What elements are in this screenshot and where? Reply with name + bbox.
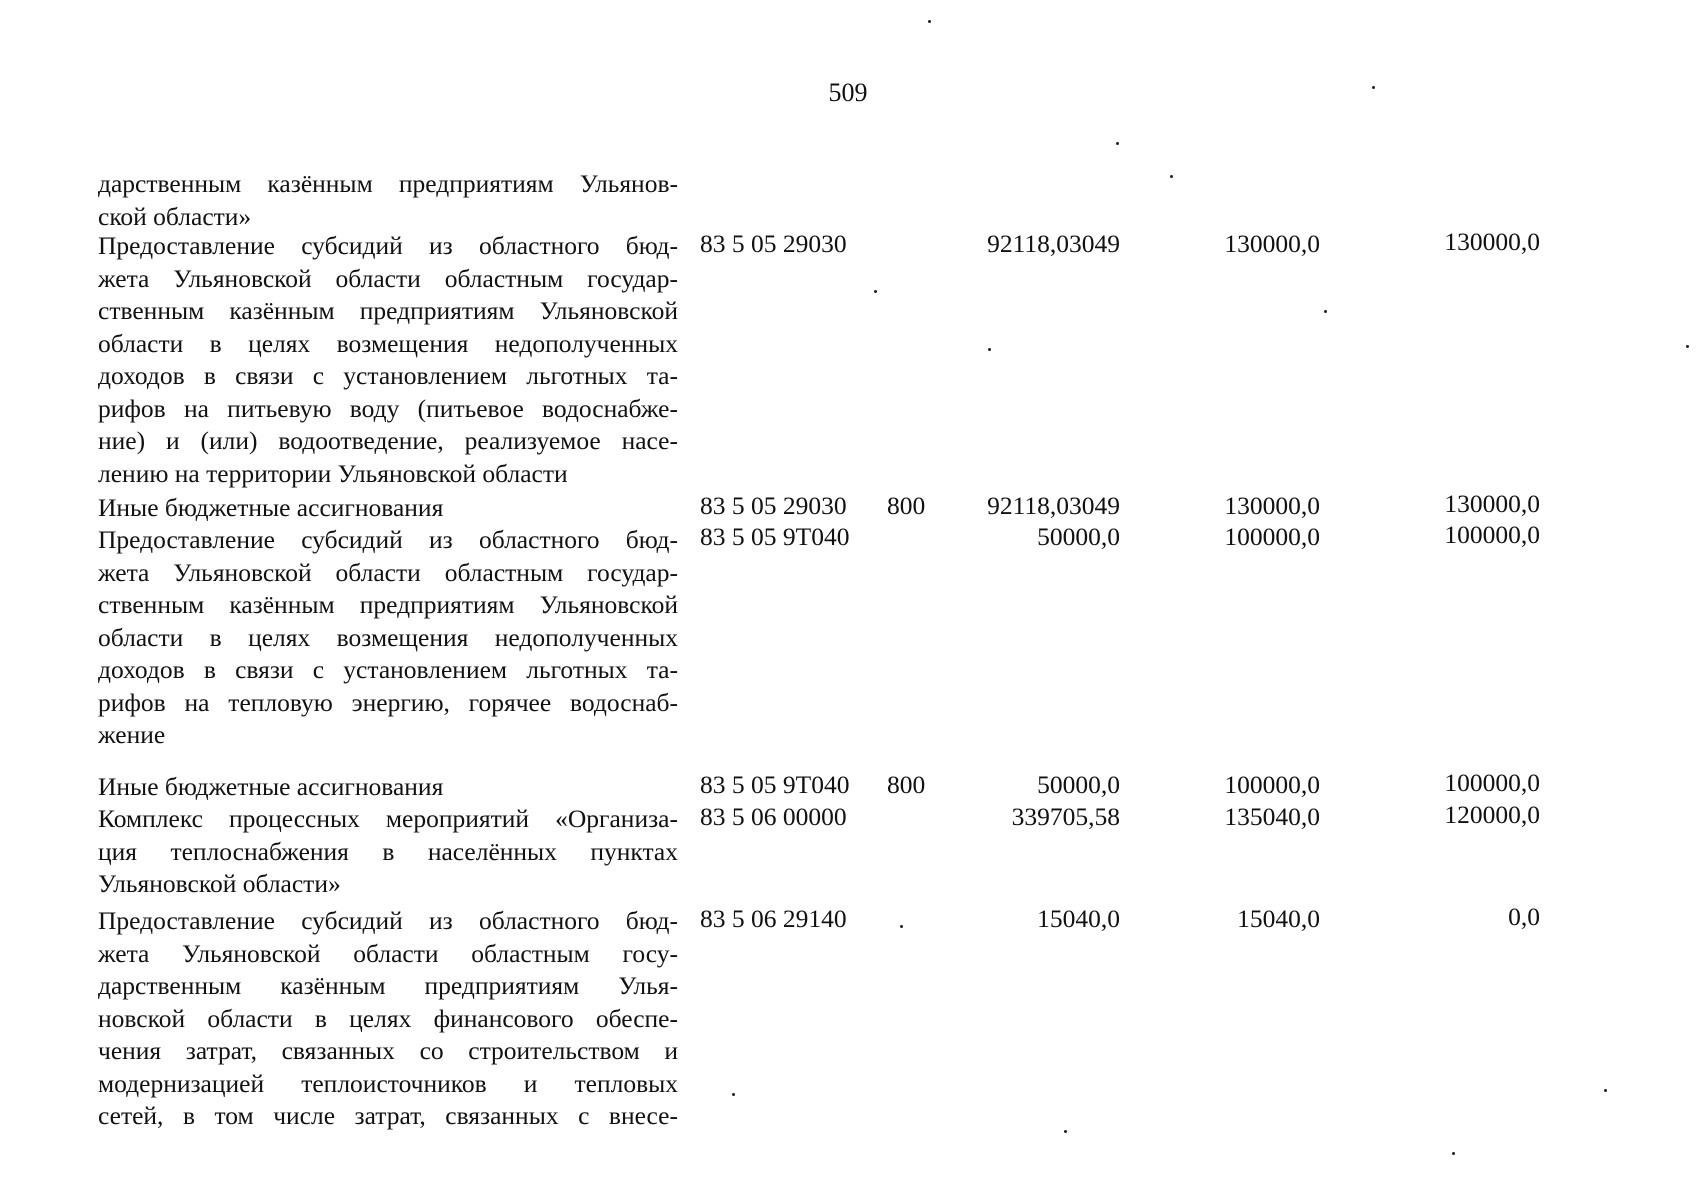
scan-speck [874,290,877,293]
row-1-line-3: области в целях возмещения недополученных [98,328,678,358]
row-2-line-0: Иные бюджетные ассигнования [98,493,444,522]
row-2-type: 800 [887,491,926,520]
row-6-description [98,905,678,1133]
scan-speck [1170,175,1173,178]
row-5-value-1: 339705,58 [1011,802,1120,831]
row-6-line-5: модернизацией теплоисточников и тепловых [98,1068,678,1098]
row-2-description [98,492,678,525]
row-1-code: 83 5 05 29030 [700,229,847,258]
scan-speck [988,348,991,351]
row-4-code: 83 5 05 9Т040 [700,770,850,799]
row-1-description [98,230,678,490]
row-3-value-2: 100000,0 [1224,522,1320,551]
row-5-value-3: 120000,0 [1444,800,1540,829]
row-5-line-0: Комплекс процессных мероприятий «Организа- [98,804,678,833]
row-6-value-3: 0,0 [1508,902,1540,931]
row-0-line-1: ской области» [98,201,252,231]
row-1-value-1: 92118,03049 [987,229,1120,258]
row-3-value-3: 100000,0 [1444,520,1540,549]
row-0-description [98,168,678,233]
row-6-line-2: дарственным казённым предприятиям Улья- [98,971,678,1000]
row-6-line-3: новской области в целях финансового обеспе- [98,1003,678,1033]
scan-speck [1064,1130,1067,1133]
row-3-line-6: жение [98,720,166,749]
row-6-value-1: 15040,0 [1037,904,1120,933]
row-0-line-0: дарственным казённым предприятиям Ульянов- [98,169,678,198]
row-6-line-1: жета Ульяновской области областным госу- [98,938,678,968]
row-1-line-0: Предоставление субсидий из областного бюд- [98,231,678,260]
row-4-value-1: 50000,0 [1037,770,1120,799]
row-3-line-4: доходов в связи с установлением льготных та- [98,655,678,684]
row-3-description [98,524,678,752]
scan-speck [1116,142,1119,145]
scan-speck [1604,1089,1607,1092]
row-5-code: 83 5 06 00000 [700,802,847,831]
row-6-line-6: сетей, в том числе затрат, связанных с внесе- [98,1101,678,1130]
row-6-code: 83 5 06 29140 [700,904,847,933]
scan-speck [1372,86,1375,89]
row-5-line-2: Ульяновской области» [98,869,341,898]
scan-speck [900,925,903,928]
row-3-line-1: жета Ульяновской области областным государ- [98,557,678,587]
row-4-line-0: Иные бюджетные ассигнования [98,772,444,801]
row-2-code: 83 5 05 29030 [700,491,847,520]
row-1-line-7: лению на территории Ульяновской области [98,458,568,488]
row-2-value-3: 130000,0 [1444,489,1540,518]
scan-speck [1452,1152,1455,1155]
row-1-line-2: ственным казённым предприятиям Ульяновской [98,296,678,325]
row-4-description [98,771,678,804]
row-1-line-4: доходов в связи с установлением льготных та- [98,361,678,390]
row-6-value-2: 15040,0 [1237,904,1320,933]
row-2-value-1: 92118,03049 [987,491,1120,520]
row-1-line-5: рифов на питьевую воду (питьевое водоснабже- [98,393,678,423]
row-5-value-2: 135040,0 [1224,802,1320,831]
row-3-code: 83 5 05 9Т040 [700,522,850,551]
row-3-line-3: области в целях возмещения недополученных [98,622,678,652]
row-6-line-4: чения затрат, связанных со строительством и [98,1036,678,1065]
row-4-value-2: 100000,0 [1224,770,1320,799]
row-1-value-3: 130000,0 [1444,227,1540,256]
row-1-line-6: ние) и (или) водоотведение, реализуемое насе- [98,426,678,455]
row-3-value-1: 50000,0 [1037,522,1120,551]
row-4-value-3: 100000,0 [1444,768,1540,797]
row-3-line-5: рифов на тепловую энергию, горячее водоснаб- [98,687,678,717]
row-1-value-2: 130000,0 [1224,229,1320,258]
row-3-line-0: Предоставление субсидий из областного бюд- [98,525,678,554]
scan-speck [928,20,931,23]
row-6-line-0: Предоставление субсидий из областного бюд- [98,906,678,935]
row-2-value-2: 130000,0 [1224,491,1320,520]
scan-speck [732,1093,735,1096]
row-5-description [98,803,678,901]
row-3-line-2: ственным казённым предприятиям Ульяновской [98,590,678,619]
row-1-line-1: жета Ульяновской области областным государ- [98,263,678,293]
row-4-type: 800 [887,770,926,799]
page-number: 509 [828,78,868,107]
scan-speck [1324,310,1327,313]
row-5-line-1: ция теплоснабжения в населённых пунктах [98,836,678,866]
scan-speck [1686,345,1689,348]
